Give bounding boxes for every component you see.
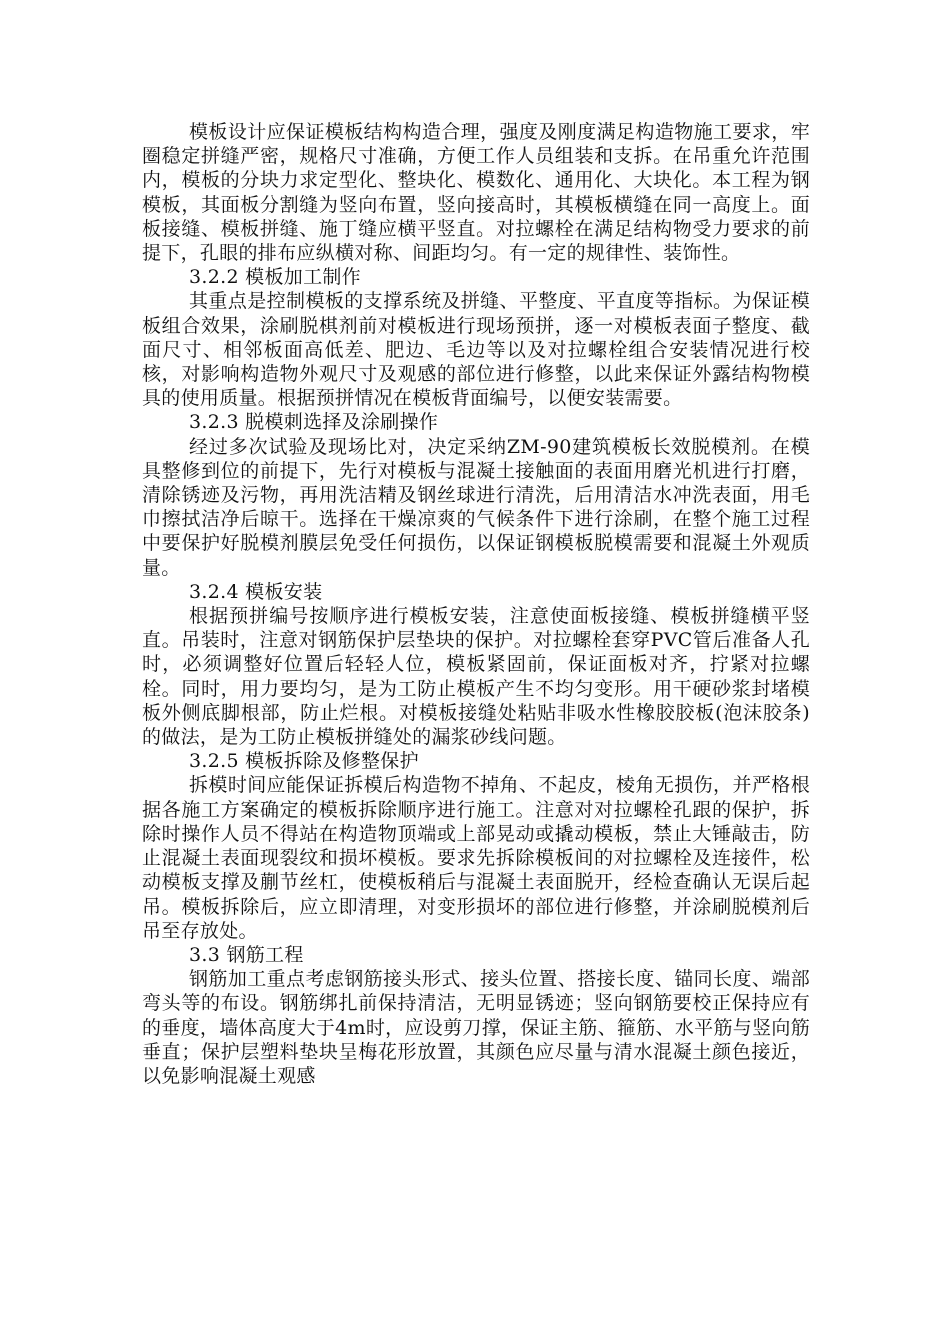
paragraph-formwork-fabrication: 其重点是控制模板的支撑系统及拼缝、平整度、平直度等指标。为保证模板组合效果，涂刷脱棋剂前对模板进行现场预拼，逐一对模板表面子整度、截面尺寸、相邻板面高低差、肥边、毛边等以及对拉螺栓组合安装情况进行校核，对影响构造物外观尺寸及观感的部位进行修整，以此来保证外露结构物模具的使用质量。根据预拼情况在模板背面编号，以便安装需要。	[142, 290, 810, 410]
paragraph-release-agent: 经过多次试验及现场比对，决定采纳ZM-90建筑模板长效脱模剂。在模具整修到位的前提下，先行对模板与混凝土接触面的表面用磨光机进行打磨，清除锈迹及污物，再用洗洁精及钢丝球进行清洗，后用清洁水冲洗表面，用毛巾擦拭洁净后晾干。选择在干燥凉爽的气候条件下进行涂刷，在整个施工过程中要保护好脱模剂膜层免受任何损伤，以保证钢模板脱模需要和混凝土外观质量。	[142, 435, 810, 579]
heading-3-2-2: 3.2.2 模板加工制作	[189, 266, 361, 289]
heading-3-3: 3.3 钢筋工程	[189, 943, 304, 966]
paragraph-formwork-design: 模板设计应保证模板结构构造合理，强度及刚度满足构造物施工要求，牢圈稳定拼缝严密，规格尺寸准确，方便工作人员组装和支拆。在吊重允许范围内，模板的分块力求定型化、整块化、模数化、通用化、大块化。本工程为钢模板，其面板分割缝为竖向布置，竖向接高时，其模板横缝在同一高度上。面板接缝、模板拼缝、施丁缝应横平竖直。对拉螺栓在满足结构物受力要求的前提下，孔眼的排布应纵横对称、间距均匀。有一定的规律性、装饰性。	[142, 121, 810, 265]
paragraph-rebar-works: 钢筋加工重点考虑钢筋接头形式、接头位置、搭接长度、锚同长度、端部弯头等的布设。钢筋绑扎前保持清洁，无明显锈迹；竖向钢筋要校正保持应有的垂度，墙体高度大于4m时，应设剪刀撑，保证主筋、箍筋、水平筋与竖向筋垂直；保护层塑料垫块呈梅花形放置，其颜色应尽量与清水混凝土颜色接近，以免影响混凝土观感	[142, 968, 810, 1087]
document-body	[142, 120, 810, 1088]
heading-3-2-4: 3.2.4 模板安装	[189, 580, 323, 603]
heading-3-2-5: 3.2.5 模板拆除及修整保护	[189, 750, 419, 773]
paragraph-formwork-installation: 根据预拼编号按顺序进行模板安装，注意使面板接缝、模板拼缝横平竖直。吊装时，注意对钢筋保护层垫块的保护。对拉螺栓套穿PVC管后准备人孔时，必须调整好位置后轻轻人位，模板紧固前，保证面板对齐，拧紧对拉螺栓。同时，用力要均匀，是为工防止模板产生不均匀变形。用干硬砂浆封堵模板外侧底脚根部，防止烂根。对模板接缝处粘贴非吸水性橡胶胶板(泡沫胶条)的做法，是为工防止模板拼缝处的漏浆砂线问题。	[142, 605, 810, 749]
paragraph-formwork-removal: 拆模时间应能保证拆模后构造物不掉角、不起皮，棱角无损伤，并严格根据各施工方案确定的模板拆除顺序进行施工。注意对对拉螺栓孔跟的保护，拆除时操作人员不得站在构造物顶端或上部晃动或撬动模板，禁止大锤敲击，防止混凝土表面现裂纹和损坏模板。要求先拆除模板间的对拉螺栓及连接件，松动模板支撑及蒯节丝杠，使模板稍后与混凝土表面脱开，经检查确认无误后起吊。模板拆除后，应立即清理，对变形损坏的部位进行修整，并涂刷脱模剂后吊至存放处。	[142, 774, 810, 942]
heading-3-2-3: 3.2.3 脱模刺选择及涂刷操作	[189, 411, 439, 434]
